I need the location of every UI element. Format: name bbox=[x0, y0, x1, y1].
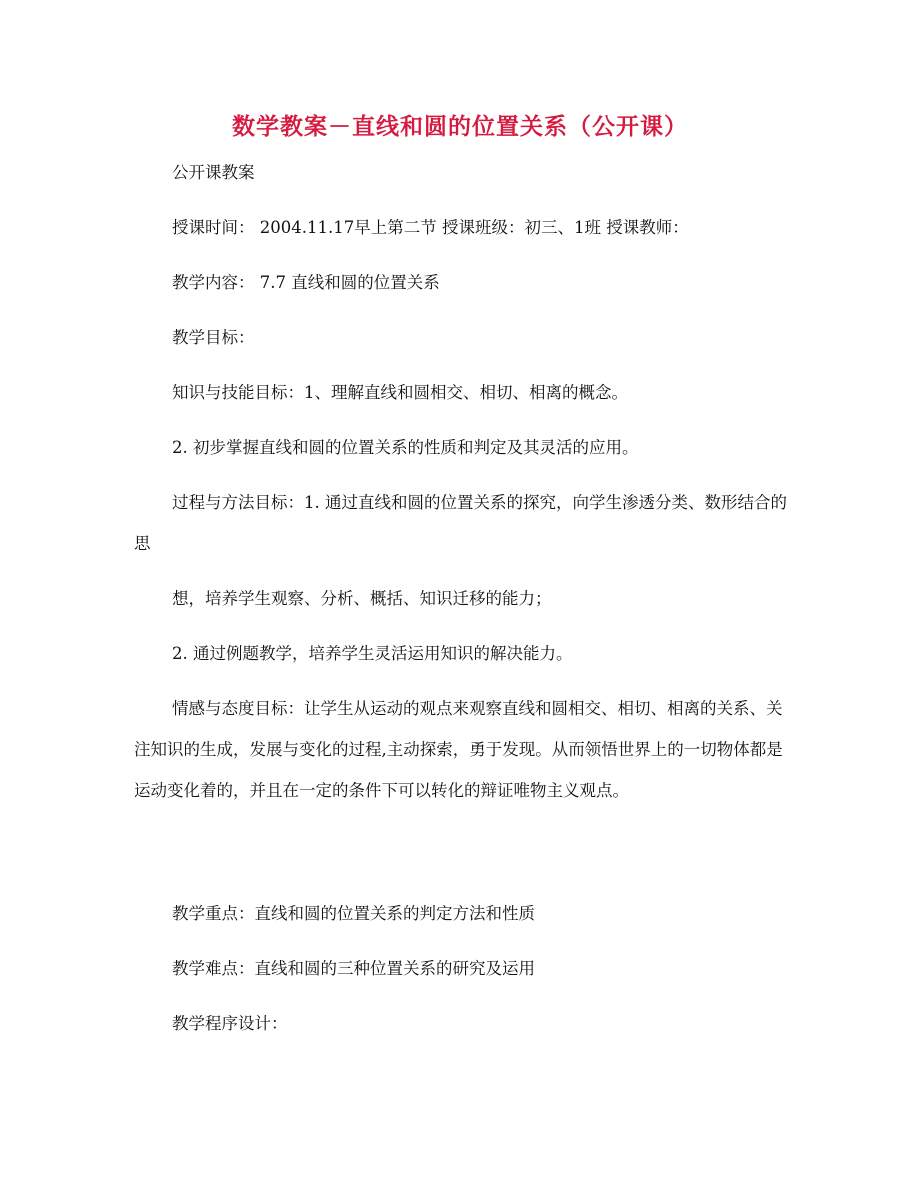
paragraph-open-class: 公开课教案 bbox=[172, 163, 255, 182]
paragraph-process-goal: 过程与方法目标：1. 通过直线和圆的位置关系的探究，向学生渗透分类、数形结合的思 bbox=[134, 493, 787, 553]
document-title: 数学教案－直线和圆的位置关系（公开课） bbox=[232, 114, 688, 140]
paragraph-attitude-goal: 情感与态度目标：让学生从运动的观点来观察直线和圆相交、相切、相离的关系、关注知识的生成，发展与变化的过程,主动探索，勇于发现。从而领悟世界上的一切物体都是运动变化着的，并且在一定的条件下可以转化的辩证唯物主义观点。 bbox=[134, 699, 783, 800]
paragraph-schedule: 授课时间： 2004.11.17早上第二节 授课班级：初三、1班 授课教师： bbox=[172, 218, 689, 237]
paragraph-goals-heading: 教学目标： bbox=[172, 328, 255, 347]
paragraph-process-goal-cont: 想，培养学生观察、分析、概括、知识迁移的能力； bbox=[172, 589, 552, 608]
paragraph-content: 教学内容： 7.7 直线和圆的位置关系 bbox=[172, 273, 440, 292]
paragraph-process-goal-2: 2. 通过例题教学，培养学生灵活运用知识的解决能力。 bbox=[172, 644, 573, 663]
paragraph-key-point: 教学重点：直线和圆的位置关系的判定方法和性质 bbox=[172, 904, 535, 923]
paragraph-knowledge-goal-2: 2. 初步掌握直线和圆的位置关系的性质和判定及其灵活的应用。 bbox=[172, 438, 639, 457]
paragraph-difficulty: 教学难点：直线和圆的三种位置关系的研究及运用 bbox=[172, 959, 535, 978]
paragraph-knowledge-goal: 知识与技能目标：1、理解直线和圆相交、相切、相离的概念。 bbox=[172, 383, 628, 402]
paragraph-procedure: 教学程序设计： bbox=[172, 1014, 288, 1033]
